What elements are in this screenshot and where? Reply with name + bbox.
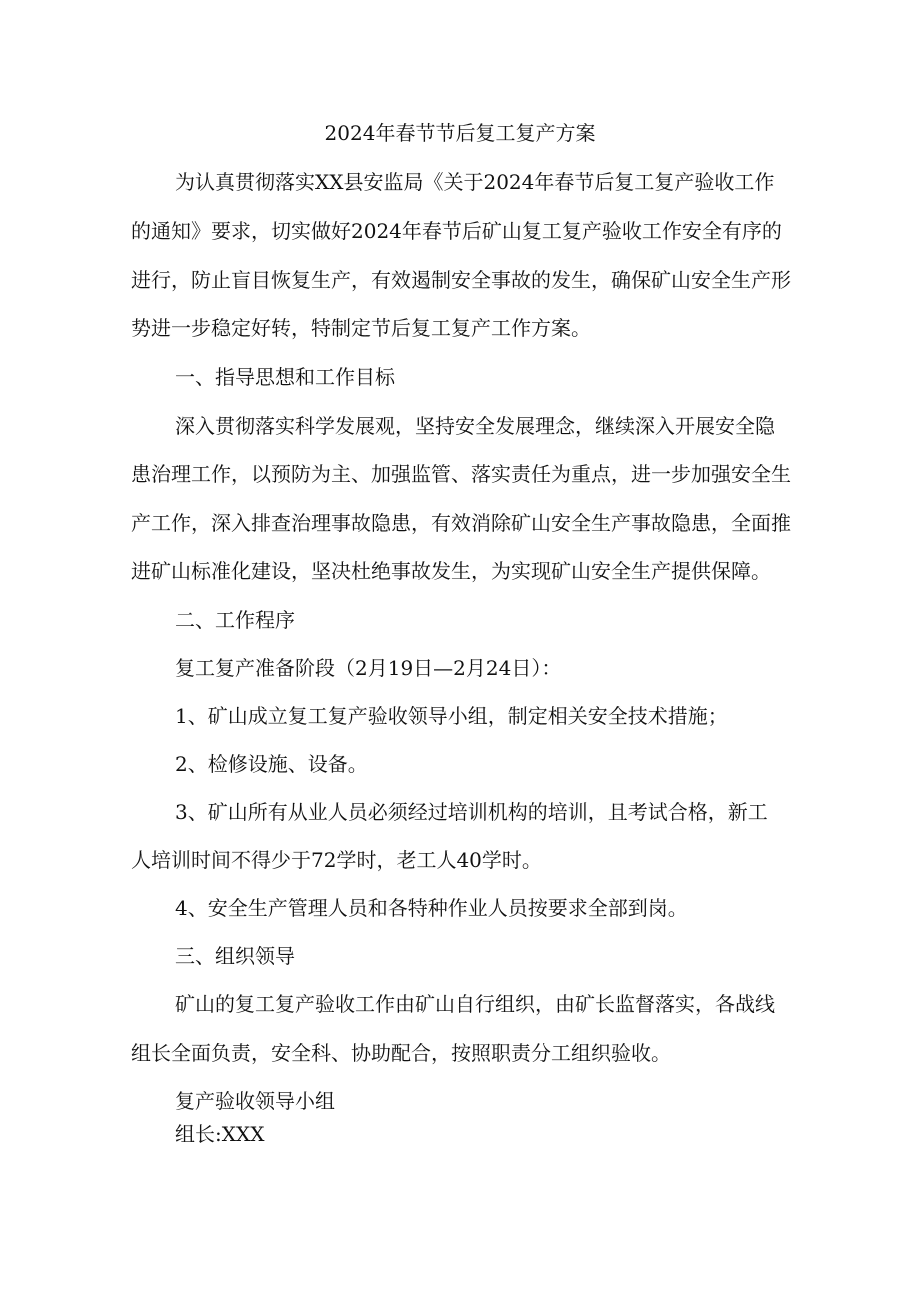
section1-line-2: 患治理工作，以预防为主、加强监管、落实责任为重点，进一步加强安全生 <box>131 462 791 486</box>
section3-heading: 三、组织领导 <box>175 944 295 968</box>
intro-line-2: 的通知》要求，切实做好2024年春节后矿山复工复产验收工作安全有序的 <box>131 219 782 243</box>
section1-heading: 一、指导思想和工作目标 <box>175 365 395 389</box>
section3-line-2: 组长全面负责，安全科、协助配合，按照职责分工组织验收。 <box>131 1041 671 1065</box>
group-title: 复产验收领导小组 <box>175 1089 335 1113</box>
intro-line-4: 势进一步稳定好转，特制定节后复工复产工作方案。 <box>131 316 591 340</box>
section1-line-3: 产工作，深入排查治理事故隐患，有效消除矿山安全生产事故隐患，全面推 <box>131 511 791 535</box>
section2-heading: 二、工作程序 <box>175 608 295 632</box>
section2-item-3-line-2: 人培训时间不得少于72学时，老工人40学时。 <box>131 848 542 872</box>
section3-line-1: 矿山的复工复产验收工作由矿山自行组织，由矿长监督落实，各战线 <box>175 992 775 1016</box>
group-leader: 组长:XXX <box>175 1122 265 1146</box>
section2-item-4: 4、安全生产管理人员和各特种作业人员按要求全部到岗。 <box>175 896 688 920</box>
section2-item-1: 1、矿山成立复工复产验收领导小组，制定相关安全技术措施； <box>175 704 728 728</box>
section2-stage: 复工复产准备阶段（2月19日—2月24日）： <box>175 656 562 680</box>
section1-line-1: 深入贯彻落实科学发展观，坚持安全发展理念，继续深入开展安全隐 <box>175 414 775 438</box>
document-title: 2024年春节节后复工复产方案 <box>324 121 596 145</box>
section1-line-4: 进矿山标准化建设，坚决杜绝事故发生，为实现矿山安全生产提供保障。 <box>131 559 771 583</box>
intro-line-1: 为认真贯彻落实XX县安监局《关于2024年春节后复工复产验收工作 <box>175 170 775 194</box>
section2-item-3-line-1: 3、矿山所有从业人员必须经过培训机构的培训，且考试合格，新工 <box>175 800 768 824</box>
section2-item-2: 2、检修设施、设备。 <box>175 752 368 776</box>
intro-line-3: 进行，防止盲目恢复生产，有效遏制安全事故的发生，确保矿山安全生产形 <box>131 268 791 292</box>
